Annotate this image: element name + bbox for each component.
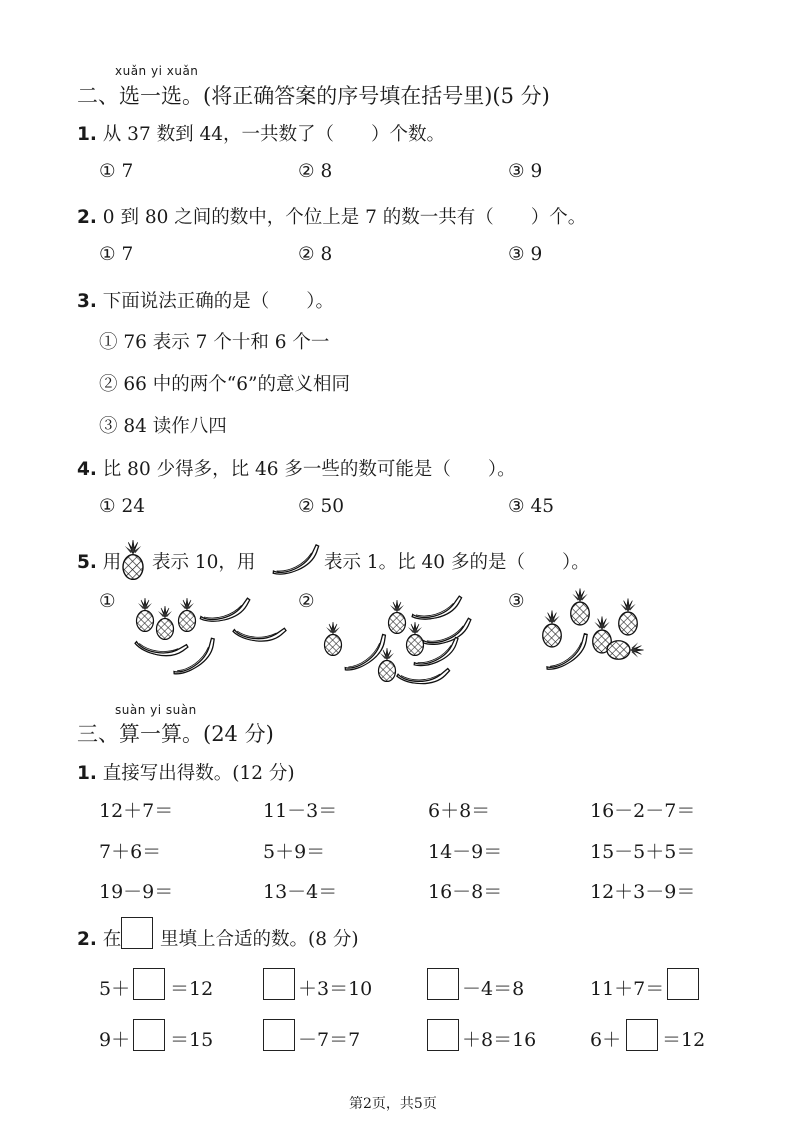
fill-pre: 9＋ (99, 1029, 131, 1051)
question-text: 0 到 80 之间的数中，个位上是 7 的数一共有（ ）个。 (102, 207, 587, 228)
question-number: 3. (77, 291, 97, 312)
question-text-c: 表示 1。比 40 多的是（ ）。 (324, 552, 590, 573)
banana-icon (420, 618, 475, 648)
question-number: 1. (77, 763, 97, 784)
question-text-a: 在 (102, 929, 122, 950)
banana-icon (198, 598, 252, 624)
pineapple-icon (389, 600, 406, 634)
banana-icon (396, 664, 449, 686)
page-footer: 第2页，共5页 (349, 1096, 437, 1112)
fill-post: ＝15 (170, 1029, 214, 1051)
fill-post: －7＝7 (298, 1029, 361, 1051)
answer-box[interactable] (263, 968, 295, 1000)
calc-item[interactable]: 12＋7＝ (99, 800, 174, 822)
q3-option-a[interactable]: ① 76 表示 7 个十和 6 个一 (99, 332, 330, 353)
banana-icon (232, 620, 286, 646)
answer-box[interactable] (263, 1019, 295, 1051)
answer-box[interactable] (427, 968, 459, 1000)
q5-option-c[interactable]: ③ (508, 591, 525, 612)
pineapple-icon (120, 540, 146, 580)
q1-option-b[interactable]: ② 8 (298, 161, 333, 182)
pineapple-icon (407, 622, 424, 656)
question-4 (77, 455, 516, 481)
section3-title: 三、算一算。(24 分) (77, 722, 274, 746)
answer-box-example (121, 917, 153, 949)
calc-item[interactable]: 16－8＝ (428, 881, 503, 903)
pineapple-icon (325, 622, 342, 656)
section3-pinyin: suàn yi suàn (115, 703, 197, 717)
q5-option-a-picture (128, 588, 298, 684)
pineapple-icon (137, 598, 154, 632)
fill-pre: 6＋ (590, 1029, 622, 1051)
question-text: 比 80 少得多，比 46 多一些的数可能是（ ）。 (102, 459, 516, 480)
question-2 (77, 203, 586, 229)
fill-pre: 5＋ (99, 978, 131, 1000)
answer-box[interactable] (133, 1019, 165, 1051)
question-text-b: 里填上合适的数。(8 分) (160, 929, 359, 950)
q5-option-b-picture (318, 596, 478, 692)
question-1 (77, 120, 445, 146)
banana-icon (168, 637, 222, 678)
pineapple-icon (607, 641, 644, 660)
q4-option-a[interactable]: ① 24 (99, 496, 146, 517)
calc-item[interactable]: 7＋6＝ (99, 841, 162, 863)
question-text-a: 用 (102, 552, 122, 573)
section2-pinyin: xuǎn yi xuǎn (115, 64, 199, 78)
question-number: 2. (77, 929, 97, 950)
calc-question-2 (77, 925, 121, 951)
answer-box[interactable] (626, 1019, 658, 1051)
fill-post: ＋8＝16 (462, 1029, 537, 1051)
calc-item[interactable]: 11－3＝ (263, 800, 338, 822)
pineapple-icon (571, 588, 590, 625)
fill-pre: 11＋7＝ (590, 978, 665, 1000)
calc-item[interactable]: 6＋8＝ (428, 800, 491, 822)
pineapple-icon (619, 598, 638, 635)
answer-box[interactable] (427, 1019, 459, 1051)
calc-question-1 (77, 759, 295, 785)
question-3 (77, 287, 334, 313)
question-number: 4. (77, 459, 97, 480)
section2-title: 二、选一选。(将正确答案的序号填在括号里)(5 分) (77, 84, 550, 108)
q3-option-b[interactable]: ② 66 中的两个“6”的意义相同 (99, 374, 350, 395)
fill-post: ＝12 (170, 978, 214, 1000)
question-number: 1. (77, 124, 97, 145)
question-text-b: 表示 10，用 (152, 552, 256, 573)
q5-option-a[interactable]: ① (99, 591, 116, 612)
q2-option-b[interactable]: ② 8 (298, 244, 333, 265)
question-number: 2. (77, 207, 97, 228)
calc-item[interactable]: 19－9＝ (99, 881, 174, 903)
calc-item[interactable]: 15－5＋5＝ (590, 841, 696, 863)
answer-box[interactable] (667, 968, 699, 1000)
calc-item[interactable]: 5＋9＝ (263, 841, 326, 863)
banana-icon (410, 596, 464, 622)
q4-option-b[interactable]: ② 50 (298, 496, 345, 517)
calc-item[interactable]: 12＋3－9＝ (590, 881, 696, 903)
calc-item[interactable]: 13－4＝ (263, 881, 338, 903)
pineapple-icon (379, 648, 396, 682)
question-5 (77, 548, 121, 574)
question-text: 从 37 数到 44，一共数了（ ）个数。 (102, 124, 446, 145)
question-number: 5. (77, 552, 97, 573)
calc-item[interactable]: 14－9＝ (428, 841, 503, 863)
answer-box[interactable] (133, 968, 165, 1000)
q1-option-a[interactable]: ① 7 (99, 161, 134, 182)
q2-option-c[interactable]: ③ 9 (508, 244, 543, 265)
q4-option-c[interactable]: ③ 45 (508, 496, 555, 517)
q2-option-a[interactable]: ① 7 (99, 244, 134, 265)
question-text: 直接写出得数。(12 分) (102, 763, 295, 784)
q5-option-c-picture (534, 588, 654, 678)
pineapple-icon (179, 598, 196, 632)
q3-option-c[interactable]: ③ 84 读作八四 (99, 416, 227, 437)
question-text: 下面说法正确的是（ ）。 (102, 291, 335, 312)
banana-icon (267, 545, 323, 575)
fill-post: ＝12 (662, 1029, 706, 1051)
fill-post: ＋3＝10 (298, 978, 373, 1000)
q1-option-c[interactable]: ③ 9 (508, 161, 543, 182)
calc-item[interactable]: 16－2－7＝ (590, 800, 696, 822)
pineapple-icon (157, 606, 174, 640)
pineapple-icon (543, 610, 562, 647)
fill-post: －4＝8 (462, 978, 525, 1000)
q5-option-b[interactable]: ② (298, 591, 315, 612)
